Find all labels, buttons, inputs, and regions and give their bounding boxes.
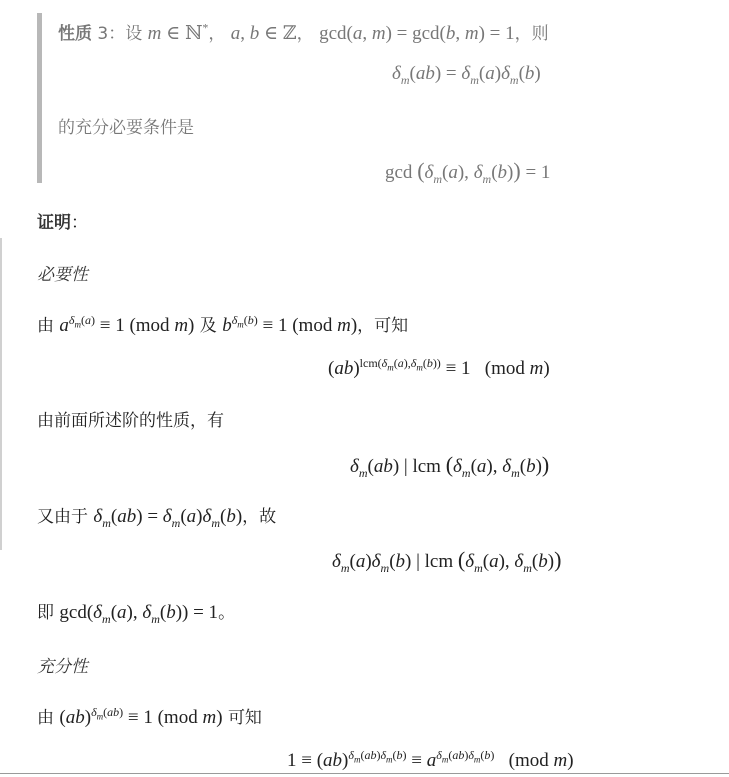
bottom-rule — [0, 773, 729, 774]
necessity-formula-2: $\delta_m(ab)$ | lcm ($\delta_m(a)$, $\delta_m(b)$) — [350, 452, 550, 480]
sufficiency-line-1: 由 (ab)$^{\delta_m(ab)}$ ≡ 1 (mod m) 可知 — [37, 704, 262, 728]
proof-side-bar — [0, 238, 2, 550]
theorem-formula-2: $\gcd (\delta_m(a)$, $\delta_m(b)) = 1$ — [385, 158, 551, 186]
sufficiency-heading: 充分性 — [37, 657, 88, 677]
necessity-formula-1: (ab)$^{lcm(\delta_m(a),\delta_m(b))}$ ≡ 1 (mod m) — [328, 355, 550, 379]
theorem-then: 则 — [531, 24, 549, 44]
sufficiency-line-1-formula: (ab)$^{\delta_m(ab)}$ ≡ 1 (mod m) — [59, 704, 223, 728]
necessity-formula-a: $a^{\delta_m(a)} \equiv 1$ (mod m) — [59, 312, 195, 336]
sufficiency-formula-1: $1 \equiv (ab)^{\delta_m(ab)\delta_m(b)} \equiv a^{\delta_m(ab)\delta_m(b)}$ (mod m) — [287, 747, 574, 771]
necessity-line-3: 又由于 $\delta_m(ab) = \delta_m(a)\delta_m(b)$，故 — [37, 506, 277, 530]
theorem-block — [37, 13, 722, 186]
theorem-middle-text: 的充分必要条件是 — [58, 118, 194, 138]
theorem-number: 3 — [97, 24, 109, 44]
necessity-heading: 必要性 — [37, 265, 88, 285]
proof-heading: 证明： — [37, 213, 88, 233]
necessity-line-3-formula: $\delta_m(ab) = \delta_m(a)\delta_m(b)$ — [93, 506, 243, 530]
theorem-formula-1: $\delta_m(ab) = \delta_m(a)\delta_m(b)$ — [392, 63, 541, 87]
condition-gcd: gcd(a, m) = gcd(b, m) = 1 — [319, 23, 515, 44]
necessity-line-1: 由 $a^{\delta_m(a)} \equiv 1$ (mod m) 及 $b^{\delta_m(b)} \equiv 1$ (mod m)，可知 — [37, 312, 409, 336]
necessity-line-2: 由前面所述阶的性质，有 — [37, 411, 224, 431]
necessity-line-4-formula: $\gcd(\delta_m(a)$, $\delta_m(b)) = 1$ — [59, 602, 219, 626]
necessity-line-4: 即 $\gcd(\delta_m(a)$, $\delta_m(b)) = 1$。 — [37, 602, 236, 626]
necessity-formula-b: $b^{\delta_m(b)} \equiv 1$ (mod m) — [222, 312, 358, 336]
theorem-label: 性质 — [58, 24, 92, 44]
theorem-statement: 性质 3：设 m ∈ ℕ*， a, b ∈ ℤ， gcd(a, m) = gcd(b, m) = 1，则 — [58, 20, 549, 44]
condition-m: m ∈ ℕ* — [147, 20, 209, 44]
theorem-intro: 设 — [125, 24, 143, 44]
necessity-formula-3: $\delta_m(a)\delta_m(b)$ | lcm ($\delta_m(a)$, $\delta_m(b)$) — [332, 547, 562, 575]
condition-ab: a, b ∈ ℤ — [230, 23, 297, 44]
